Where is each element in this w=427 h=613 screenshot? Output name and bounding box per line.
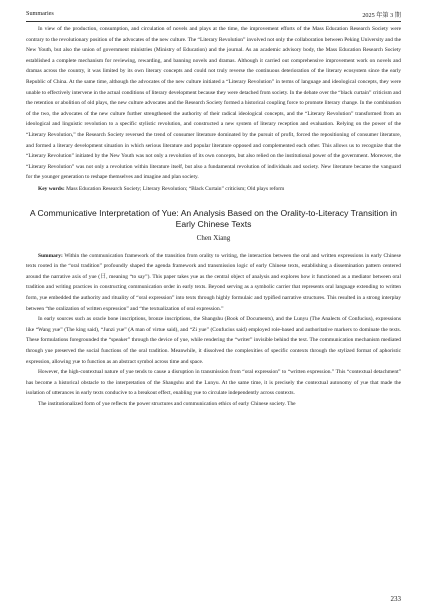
running-header [26, 8, 401, 20]
header-rule [26, 21, 401, 22]
keywords-line [26, 184, 401, 195]
header-section-title: Summaries [26, 10, 54, 17]
summary-label: Summary: [38, 252, 63, 259]
body-paragraph-3: The institutionalized form of yue reflects the power structures and communication ethics of early Chinese society. The [38, 401, 296, 407]
page-number: 233 [390, 595, 401, 603]
summary-text: Within the communication framework of the transition from orality to writing, the interaction between the oral and written expressions in early Chinese texts rooted in the “oral tradition” profoundly shaped the agenda framework and transmission logic of early Chinese texts, establishing a dissemination pattern centered around the narrative axis of yue (曰, meaning “to say”). This paper takes yue as the central object of analysis and explores how it functioned as a mediator between oral tradition and writing practices in constructing communication order in early texts. Beyond serving as a symbolic carrier that represents oral language extending to written form, yue embedded the authority and rituality of “oral expression” into texts through highly formulaic and typified narrative structures. This resulted in a strong interplay between “the oralization of written expression” and “the textualization of oral expression.” [26, 252, 401, 312]
keywords-text: Mass Education Research Society; Literary Revolution; “Black Curtain” criticism; Old plays reform [64, 185, 285, 192]
page-body [26, 24, 401, 410]
header-issue: 2025 年第 3 期 [362, 12, 401, 19]
summary-paragraph [26, 251, 401, 315]
body-paragraph-1: In early sources such as oracle bone inscriptions, bronze inscriptions, the Shangshu (Book of Documents), and the Lunyu (The Analects of Confucius), expressions like “Wang yue” (The king said), “Junzi yue” (A man of virtue said), and “Zi yue” (Confucius said) employed role-based and authoritative markers to dominate the texts. These formulations foregrounded the “speaker” through the device of yue, while rendering the “writer” invisible behind the text. The communication mechanism mediated through yue preserved the social functions of the oral tradition. Meanwhile, it dissolved the complexities of specific contexts through the stylized format of aphoristic expression, allowing yue to function as an abstract symbol across time and space. [26, 316, 401, 365]
body-paragraph-2: However, the high-contextual nature of yue tends to cause a disruption in transmission from “oral expression” to “written expression.” This “contextual detachment” has become a historical obstacle to the interpretation of the Shangshu and the Lunyu. At the same time, it is precisely the contextual autonomy of yue that made the isolation of utterances in early texts conducive to a breakout effect, enabling yue to circulate independently across contexts. [26, 369, 401, 397]
article-author: Chen Xiang [196, 233, 231, 242]
article-title: A Communicative Interpretation of Yue: An Analysis Based on the Orality-to-Literacy Transition in Early Chinese Texts [29, 207, 398, 230]
abstract-paragraph: In view of the production, consumption, and circulation of novels and plays at the time, the improvement efforts of the Mass Education Research Society were contrary to the revolutionary position of the advocates of the new culture. The “Literary Revolution” involved not only the collaboration between Peking University and the New Youth, but also the union of government ministries (Ministry of Education) and the journal. As an academic advisory body, the Mass Education Research Society established a complete mechanism for reviewing, rewarding, and banning novels and dramas. Although it carried out comprehensive improvement work on novels and dramas across the country, it was limited by its own literary concepts and could not truly reverse the continuous deterioration of the literary ecosystem since the early Republic of China. At the same time, although the advocates of the new culture initiated a “Literary Revolution” in terms of language and ideological concepts, they were unable to effectively intervene in the actual conditions of literary development because they were detached from society. In the debate over the “black curtain” criticism and the retention or abolition of old plays, the new culture advocates and the Research Society formed a historical coupling force to promote literary change. In the combination of the two, the advocates of the new culture further strengthened the authority of their radical ideological concepts, and the “Literary Revolution” transformed from an ideological and linguistic revolution to a specific stylistic revolution, and constructed a new system of literary reception and evaluation. Relying on the power of the “Literary Revolution,” the Research Society reversed the trend of consumer literature dominated by the pursuit of profit, forced the repositioning of consumer literature, and formed a literary development situation in which serious literature and popular literature opposed and complemented each other. This allows us to recognize that the “Literary Revolution” initiated by the New Youth was not only a revolution of its own concepts, but also relied on the institutional power of the government. Moreover, the “Literary Revolution” was not only a revolution within literature itself, but also a fundamental revolution of individuals and society. New literature became the vanguard for the younger generation to reshape themselves and imagine and plan society. [26, 26, 401, 181]
keywords-label: Key words: [38, 185, 65, 192]
